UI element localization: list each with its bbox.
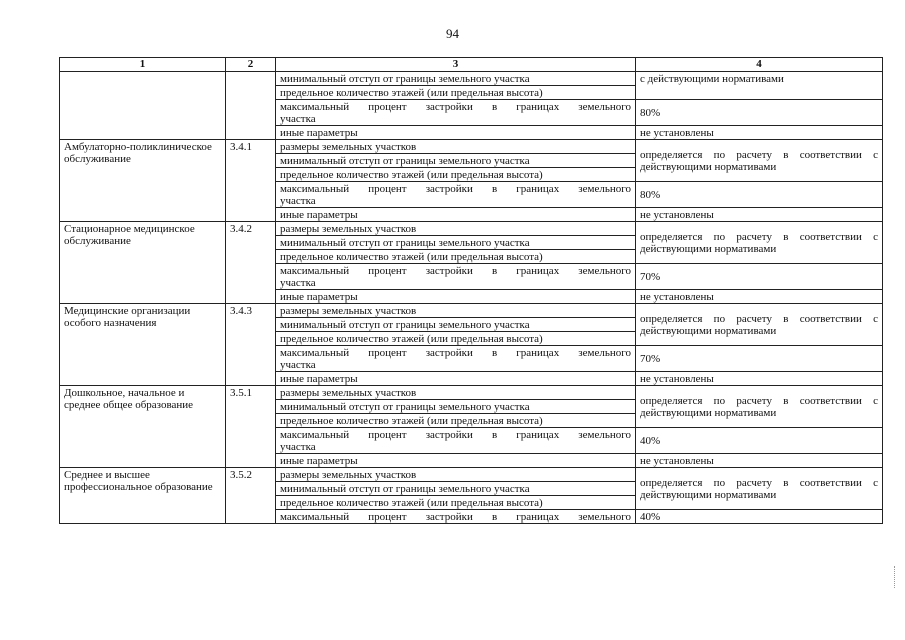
use-code-cell: 3.4.2 <box>226 222 276 304</box>
param-cell: размеры земельных участков <box>276 140 636 154</box>
table-row <box>60 72 883 86</box>
value-cell: не установлены <box>636 208 883 222</box>
table-row <box>60 386 883 400</box>
value-cell: 40% <box>636 428 883 454</box>
param-text: максимальный процент застройки в границах земельного <box>280 101 631 113</box>
use-name-cell: Среднее и высшее профессиональное образование <box>60 468 226 524</box>
value-cell: определяется по расчету в соответствии с действующими нормативами <box>636 304 883 346</box>
param-cell: минимальный отступ от границы земельного участка <box>276 154 636 168</box>
use-name-cell: Стационарное медицинское обслуживание <box>60 222 226 304</box>
param-cell: минимальный отступ от границы земельного участка <box>276 72 636 86</box>
param-text: максимальный процент застройки в границах земельного <box>280 265 631 277</box>
use-name-cell: Дошкольное, начальное и среднее общее образование <box>60 386 226 468</box>
param-cell: предельное количество этажей (или предельная высота) <box>276 496 636 510</box>
param-cell: минимальный отступ от границы земельного участка <box>276 482 636 496</box>
header-col-4: 4 <box>636 58 883 72</box>
param-cell: предельное количество этажей (или предельная высота) <box>276 250 636 264</box>
value-cell: не установлены <box>636 372 883 386</box>
param-cell: минимальный отступ от границы земельного участка <box>276 318 636 332</box>
param-text: участка <box>280 277 316 289</box>
param-cell <box>276 346 636 372</box>
value-cell: определяется по расчету в соответствии с действующими нормативами <box>636 222 883 264</box>
param-cell: размеры земельных участков <box>276 468 636 482</box>
use-code-cell: 3.4.1 <box>226 140 276 222</box>
value-cell: не установлены <box>636 126 883 140</box>
scan-mark <box>894 566 897 588</box>
param-text: участка <box>280 359 316 371</box>
value-cell: определяется по расчету в соответствии с действующими нормативами <box>636 386 883 428</box>
value-cell: определяется по расчету в соответствии с действующими нормативами <box>636 468 883 510</box>
table-row <box>60 140 883 154</box>
param-cell: иные параметры <box>276 290 636 304</box>
value-cell: не установлены <box>636 454 883 468</box>
table-row <box>60 468 883 482</box>
use-code-cell: 3.4.3 <box>226 304 276 386</box>
param-cell: иные параметры <box>276 126 636 140</box>
param-cell: предельное количество этажей (или предельная высота) <box>276 168 636 182</box>
param-cell: размеры земельных участков <box>276 222 636 236</box>
param-cell <box>276 100 636 126</box>
value-cell: 80% <box>636 182 883 208</box>
regulations-table <box>59 57 883 524</box>
value-cell: 70% <box>636 264 883 290</box>
table-row <box>60 222 883 236</box>
use-name-cell: Медицинские организации особого назначения <box>60 304 226 386</box>
table-row <box>60 304 883 318</box>
param-text: максимальный процент застройки в границах земельного <box>280 347 631 359</box>
header-col-1: 1 <box>60 58 226 72</box>
use-code-cell: 3.5.2 <box>226 468 276 524</box>
param-text: максимальный процент застройки в границах земельного <box>280 429 631 441</box>
header-col-3: 3 <box>276 58 636 72</box>
table-header-row <box>60 58 883 72</box>
param-text: участка <box>280 113 316 125</box>
param-cell: иные параметры <box>276 372 636 386</box>
use-name-cell: Амбулаторно-поликлиническое обслуживание <box>60 140 226 222</box>
param-text: максимальный процент застройки в границах земельного <box>280 183 631 195</box>
value-cell: не установлены <box>636 290 883 304</box>
param-cell <box>276 428 636 454</box>
value-cell: 40% <box>636 510 883 524</box>
use-name-cell <box>60 72 226 140</box>
param-cell: иные параметры <box>276 454 636 468</box>
param-cell: минимальный отступ от границы земельного участка <box>276 236 636 250</box>
page-number: 94 <box>446 26 459 41</box>
param-cell <box>276 182 636 208</box>
value-cell: с действующими нормативами <box>636 72 883 100</box>
param-text: участка <box>280 441 316 453</box>
param-cell: размеры земельных участков <box>276 304 636 318</box>
param-cell: предельное количество этажей (или предельная высота) <box>276 414 636 428</box>
use-code-cell: 3.5.1 <box>226 386 276 468</box>
param-cell <box>276 264 636 290</box>
value-cell: 80% <box>636 100 883 126</box>
param-cell <box>276 510 636 524</box>
param-cell: предельное количество этажей (или предельная высота) <box>276 332 636 346</box>
param-cell: минимальный отступ от границы земельного участка <box>276 400 636 414</box>
use-code-cell <box>226 72 276 140</box>
value-cell: 70% <box>636 346 883 372</box>
param-text: максимальный процент застройки в границах земельного <box>280 511 631 523</box>
value-cell: определяется по расчету в соответствии с действующими нормативами <box>636 140 883 182</box>
param-cell: иные параметры <box>276 208 636 222</box>
param-text: участка <box>280 195 316 207</box>
header-col-2: 2 <box>226 58 276 72</box>
param-cell: размеры земельных участков <box>276 386 636 400</box>
param-cell: предельное количество этажей (или предельная высота) <box>276 86 636 100</box>
